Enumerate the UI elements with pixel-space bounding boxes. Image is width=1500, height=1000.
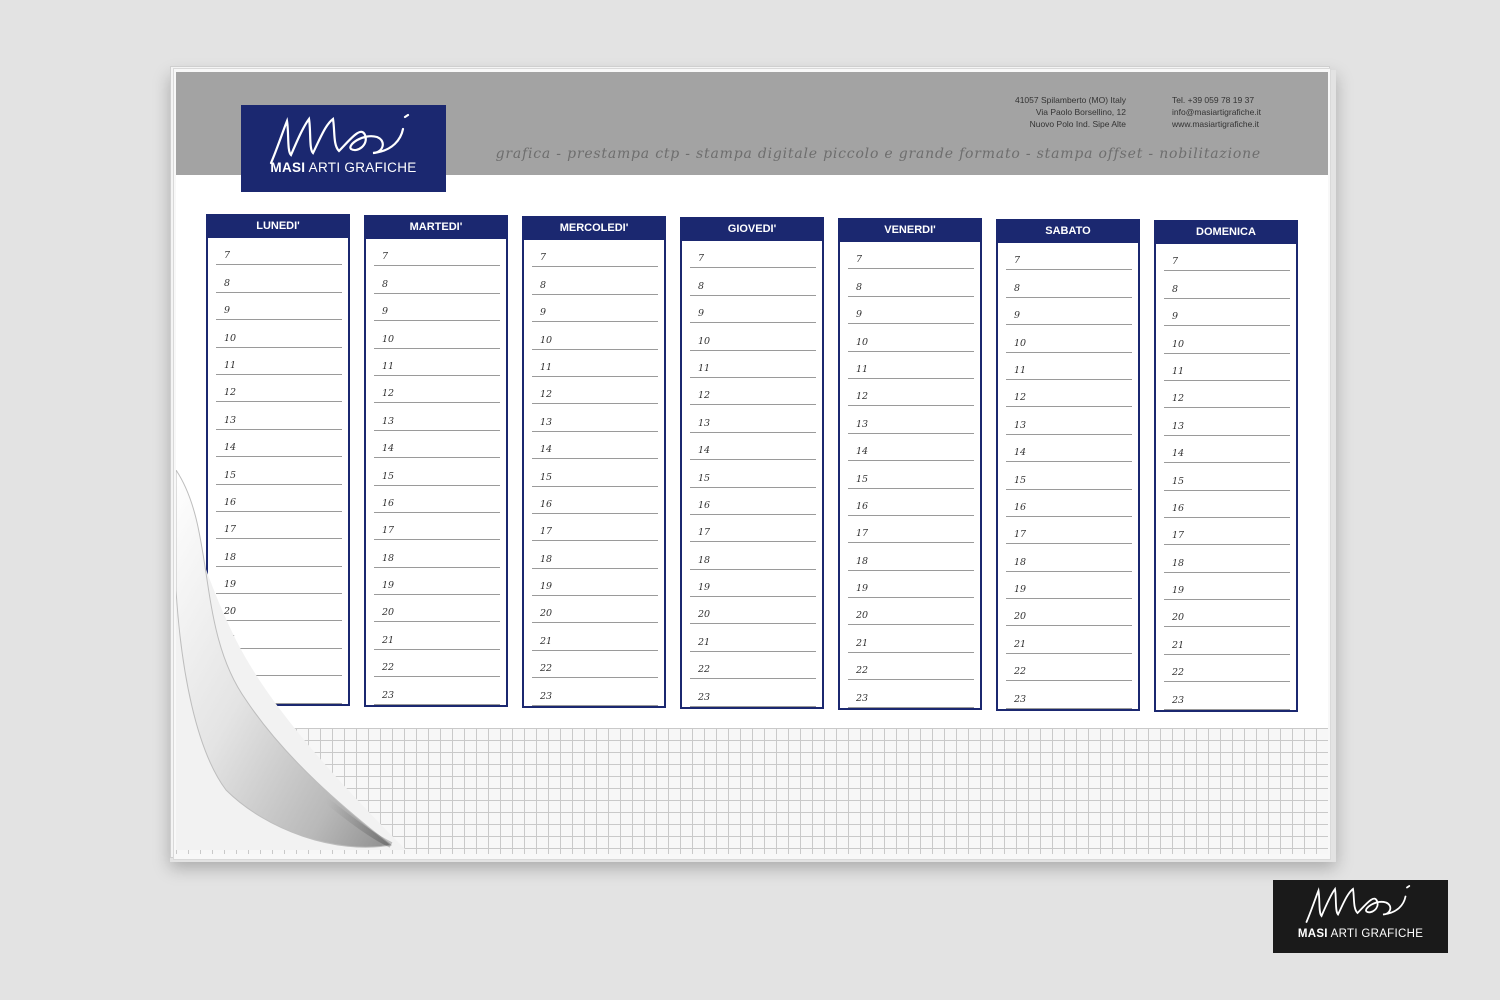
hour-label: 10 xyxy=(1172,338,1185,350)
hour-row xyxy=(1164,518,1290,545)
hour-rows xyxy=(848,242,974,708)
hour-row xyxy=(1006,270,1132,297)
hour-label: 18 xyxy=(1014,556,1027,568)
hour-row xyxy=(1006,325,1132,352)
hour-row xyxy=(216,265,342,292)
brand-name-rest: ARTI GRAFICHE xyxy=(308,160,417,175)
hour-label: 14 xyxy=(382,443,395,455)
hour-row xyxy=(690,515,816,542)
hour-row xyxy=(1164,326,1290,353)
hour-row xyxy=(690,652,816,679)
hour-label: 9 xyxy=(540,307,547,319)
hour-row xyxy=(848,461,974,488)
hour-label: 8 xyxy=(224,277,231,289)
brand-name-bold: MASI xyxy=(270,160,306,175)
hour-label: 23 xyxy=(698,691,711,703)
hour-row xyxy=(690,433,816,460)
hour-label: 21 xyxy=(382,634,395,646)
hour-row xyxy=(690,542,816,569)
hour-label: 15 xyxy=(698,472,711,484)
hour-label: 9 xyxy=(1172,311,1179,323)
hour-label: 22 xyxy=(1172,667,1185,679)
hour-label: 16 xyxy=(856,500,869,512)
hour-label: 20 xyxy=(224,606,237,618)
hour-label: 15 xyxy=(1172,475,1185,487)
hour-row xyxy=(1164,655,1290,682)
hour-label: 13 xyxy=(1014,419,1027,431)
hour-row xyxy=(216,320,342,347)
hour-row xyxy=(374,403,500,430)
hour-label: 19 xyxy=(224,579,237,591)
hour-row xyxy=(848,406,974,433)
hour-row xyxy=(374,321,500,348)
hour-row xyxy=(848,269,974,296)
hour-label: 7 xyxy=(224,250,231,262)
hour-row xyxy=(216,238,342,265)
hour-row xyxy=(690,323,816,350)
hour-row xyxy=(690,570,816,597)
hour-label: 7 xyxy=(856,254,863,266)
contact-web: www.masiartigrafiche.it xyxy=(1172,119,1259,129)
hour-row xyxy=(1164,381,1290,408)
hour-row xyxy=(216,402,342,429)
brand-name xyxy=(241,160,446,175)
hour-label: 22 xyxy=(1014,666,1027,678)
hour-label: 18 xyxy=(1172,557,1185,569)
hour-label: 9 xyxy=(698,308,705,320)
hour-label: 16 xyxy=(382,497,395,509)
hour-row xyxy=(1164,271,1290,298)
hour-row xyxy=(1006,572,1132,599)
hour-row xyxy=(690,351,816,378)
day-column xyxy=(838,218,982,710)
hour-row xyxy=(1006,544,1132,571)
hour-row xyxy=(532,377,658,404)
hour-label: 13 xyxy=(382,415,395,427)
services-tagline: grafica - prestampa ctp - stampa digitale piccolo e grande formato - stampa offset - nobilitazione xyxy=(495,146,1261,162)
hour-label: 16 xyxy=(1014,501,1027,513)
hour-row xyxy=(1164,545,1290,572)
masi-signature-logo-icon xyxy=(1293,883,1428,928)
hour-label: 13 xyxy=(1172,420,1185,432)
hour-label: 18 xyxy=(698,554,711,566)
hour-label: 23 xyxy=(1014,693,1027,705)
hour-label: 15 xyxy=(540,471,553,483)
hour-label: 21 xyxy=(540,635,553,647)
hour-label: 23 xyxy=(856,692,869,704)
contact-block xyxy=(1172,94,1261,130)
hour-label: 19 xyxy=(856,583,869,595)
hour-label: 17 xyxy=(1172,530,1185,542)
hour-row xyxy=(1164,682,1290,709)
hour-row xyxy=(848,324,974,351)
hour-row xyxy=(1006,298,1132,325)
hour-label: 12 xyxy=(540,389,553,401)
hour-row xyxy=(532,623,658,650)
day-header: MARTEDI' xyxy=(364,215,508,239)
day-header: DOMENICA xyxy=(1154,220,1298,244)
hour-row xyxy=(690,405,816,432)
hour-row xyxy=(848,489,974,516)
hour-row xyxy=(690,241,816,268)
hour-rows xyxy=(532,240,658,706)
hour-label: 15 xyxy=(1014,474,1027,486)
day-header: VENERDI' xyxy=(838,218,982,242)
hour-row xyxy=(1164,463,1290,490)
hour-row xyxy=(374,294,500,321)
hour-label: 12 xyxy=(856,391,869,403)
hour-row xyxy=(1164,244,1290,271)
hour-label: 11 xyxy=(1014,364,1027,376)
hour-row xyxy=(848,598,974,625)
hour-label: 8 xyxy=(856,281,863,293)
contact-email: info@masiartigrafiche.it xyxy=(1172,107,1261,117)
hour-label: 8 xyxy=(698,280,705,292)
hour-label: 20 xyxy=(540,608,553,620)
hour-row xyxy=(532,678,658,705)
hour-label: 20 xyxy=(1014,611,1027,623)
hour-label: 17 xyxy=(540,526,553,538)
hour-label: 20 xyxy=(382,607,395,619)
hour-row xyxy=(848,379,974,406)
hour-label: 18 xyxy=(224,551,237,563)
hour-row xyxy=(1164,491,1290,518)
hour-label: 23 xyxy=(382,689,395,701)
hour-label: 14 xyxy=(1172,448,1185,460)
hour-label: 14 xyxy=(856,446,869,458)
hour-row xyxy=(532,404,658,431)
hour-label: 19 xyxy=(540,581,553,593)
hour-label: 19 xyxy=(382,580,395,592)
hour-row xyxy=(1006,517,1132,544)
hour-row xyxy=(1164,573,1290,600)
hour-row xyxy=(532,514,658,541)
hour-label: 7 xyxy=(382,251,389,263)
hour-row xyxy=(848,543,974,570)
hour-label: 17 xyxy=(856,528,869,540)
hour-label: 11 xyxy=(698,362,711,374)
hour-label: 8 xyxy=(382,278,389,290)
hour-label: 10 xyxy=(698,335,711,347)
hour-row xyxy=(690,378,816,405)
day-column xyxy=(680,217,824,709)
hour-row xyxy=(1006,353,1132,380)
hour-row xyxy=(848,516,974,543)
hour-label: 22 xyxy=(540,663,553,675)
hour-label: 14 xyxy=(540,444,553,456)
hour-label: 15 xyxy=(856,473,869,485)
hour-label: 17 xyxy=(224,524,237,536)
hour-label: 22 xyxy=(698,664,711,676)
hour-row xyxy=(690,268,816,295)
hour-row xyxy=(1006,462,1132,489)
hour-row xyxy=(848,680,974,707)
hour-label: 12 xyxy=(382,388,395,400)
hour-label: 19 xyxy=(698,582,711,594)
address-line-1: 41057 Spilamberto (MO) Italy xyxy=(1014,95,1126,105)
hour-label: 13 xyxy=(856,418,869,430)
hour-row xyxy=(848,242,974,269)
hour-row xyxy=(374,376,500,403)
hour-rows xyxy=(690,241,816,707)
hour-label: 17 xyxy=(698,527,711,539)
hour-rows xyxy=(1006,243,1132,709)
hour-label: 21 xyxy=(698,636,711,648)
hour-label: 10 xyxy=(224,332,237,344)
hour-label: 8 xyxy=(1172,283,1179,295)
hour-row xyxy=(374,349,500,376)
hour-row xyxy=(1006,407,1132,434)
hour-label: 9 xyxy=(1014,310,1021,322)
day-column xyxy=(1154,220,1298,712)
hour-label: 11 xyxy=(1172,365,1185,377)
hour-label: 16 xyxy=(1172,502,1185,514)
hour-label: 7 xyxy=(698,253,705,265)
hour-row xyxy=(216,293,342,320)
address-line-2: Via Paolo Borsellino, 12 xyxy=(1035,107,1126,117)
hour-row xyxy=(532,459,658,486)
brand-logo xyxy=(241,105,446,192)
day-column xyxy=(522,216,666,708)
hour-row xyxy=(532,541,658,568)
hour-row xyxy=(1006,654,1132,681)
hour-label: 10 xyxy=(856,336,869,348)
hour-label: 17 xyxy=(1014,529,1027,541)
hour-row xyxy=(1006,380,1132,407)
hour-label: 13 xyxy=(224,414,237,426)
hour-row xyxy=(690,488,816,515)
hour-row xyxy=(848,571,974,598)
page-curl-icon xyxy=(176,470,406,860)
hour-label: 9 xyxy=(382,306,389,318)
day-header: LUNEDI' xyxy=(206,214,350,238)
hour-label: 21 xyxy=(856,637,869,649)
hour-row xyxy=(690,460,816,487)
hour-label: 20 xyxy=(1172,612,1185,624)
hour-label: 13 xyxy=(540,416,553,428)
hour-label: 12 xyxy=(224,387,237,399)
hour-label: 20 xyxy=(856,610,869,622)
address-block xyxy=(1015,94,1126,130)
hour-label: 12 xyxy=(1172,393,1185,405)
corner-brand-logo xyxy=(1273,880,1448,953)
hour-label: 18 xyxy=(540,553,553,565)
hour-label: 7 xyxy=(540,252,547,264)
hour-row xyxy=(1006,490,1132,517)
corner-brand-name xyxy=(1273,928,1448,940)
hour-label: 14 xyxy=(224,442,237,454)
hour-label: 10 xyxy=(1014,337,1027,349)
hour-row xyxy=(848,297,974,324)
hour-row xyxy=(690,624,816,651)
hour-row xyxy=(1164,408,1290,435)
hour-row xyxy=(216,375,342,402)
hour-label: 7 xyxy=(1014,255,1021,267)
hour-label: 14 xyxy=(1014,447,1027,459)
hour-label: 22 xyxy=(856,665,869,677)
day-header: GIOVEDI' xyxy=(680,217,824,241)
contact-tel: Tel. +39 059 78 19 37 xyxy=(1172,95,1255,105)
hour-label: 18 xyxy=(382,552,395,564)
hour-row xyxy=(848,653,974,680)
hour-row xyxy=(216,430,342,457)
hour-row xyxy=(1006,626,1132,653)
hour-label: 7 xyxy=(1172,256,1179,268)
hour-label: 8 xyxy=(1014,282,1021,294)
hour-row xyxy=(848,434,974,461)
hour-row xyxy=(690,679,816,706)
hour-label: 11 xyxy=(540,361,553,373)
hour-label: 17 xyxy=(382,525,395,537)
hour-row xyxy=(532,240,658,267)
hour-row xyxy=(690,597,816,624)
hour-label: 11 xyxy=(382,360,395,372)
hour-label: 9 xyxy=(856,309,863,321)
hour-label: 15 xyxy=(224,469,237,481)
hour-row xyxy=(532,267,658,294)
hour-row xyxy=(1164,299,1290,326)
hour-label: 11 xyxy=(856,363,869,375)
hour-row xyxy=(1006,681,1132,708)
hour-row xyxy=(374,266,500,293)
hour-row xyxy=(532,651,658,678)
hour-label: 9 xyxy=(224,305,231,317)
hour-label: 10 xyxy=(382,333,395,345)
corner-brand-bold: MASI xyxy=(1297,928,1328,940)
hour-label: 23 xyxy=(540,690,553,702)
hour-label: 19 xyxy=(1172,585,1185,597)
day-header: MERCOLEDI' xyxy=(522,216,666,240)
hour-label: 16 xyxy=(540,498,553,510)
hour-label: 14 xyxy=(698,445,711,457)
hour-row xyxy=(1164,600,1290,627)
hour-label: 23 xyxy=(1172,694,1185,706)
hour-label: 20 xyxy=(698,609,711,621)
hour-row xyxy=(1164,627,1290,654)
hour-row xyxy=(1164,436,1290,463)
hour-label: 16 xyxy=(224,496,237,508)
hour-row xyxy=(532,487,658,514)
hour-row xyxy=(1006,435,1132,462)
hour-row xyxy=(374,431,500,458)
address-line-3: Nuovo Polo Ind. Sipe Alte xyxy=(1029,119,1126,129)
hour-label: 21 xyxy=(1014,638,1027,650)
hour-row xyxy=(1006,243,1132,270)
corner-brand-rest: ARTI GRAFICHE xyxy=(1330,928,1424,940)
hour-label: 16 xyxy=(698,499,711,511)
hour-label: 18 xyxy=(856,555,869,567)
hour-label: 19 xyxy=(1014,584,1027,596)
hour-row xyxy=(532,596,658,623)
day-column xyxy=(996,219,1140,711)
hour-label: 13 xyxy=(698,417,711,429)
hour-row xyxy=(1164,354,1290,381)
hour-label: 10 xyxy=(540,334,553,346)
hour-row xyxy=(216,348,342,375)
hour-row xyxy=(532,350,658,377)
hour-label: 8 xyxy=(540,279,547,291)
hour-label: 22 xyxy=(382,662,395,674)
hour-label: 11 xyxy=(224,359,237,371)
hour-row xyxy=(1006,599,1132,626)
hour-label: 21 xyxy=(1172,639,1185,651)
hour-row xyxy=(532,432,658,459)
hour-row xyxy=(532,569,658,596)
hour-row xyxy=(848,625,974,652)
hour-row xyxy=(848,352,974,379)
hour-rows xyxy=(1164,244,1290,710)
hour-label: 12 xyxy=(1014,392,1027,404)
hour-row xyxy=(532,322,658,349)
hour-label: 15 xyxy=(382,470,395,482)
hour-row xyxy=(690,296,816,323)
hour-label: 12 xyxy=(698,390,711,402)
day-header: SABATO xyxy=(996,219,1140,243)
hour-row xyxy=(532,295,658,322)
hour-row xyxy=(374,239,500,266)
